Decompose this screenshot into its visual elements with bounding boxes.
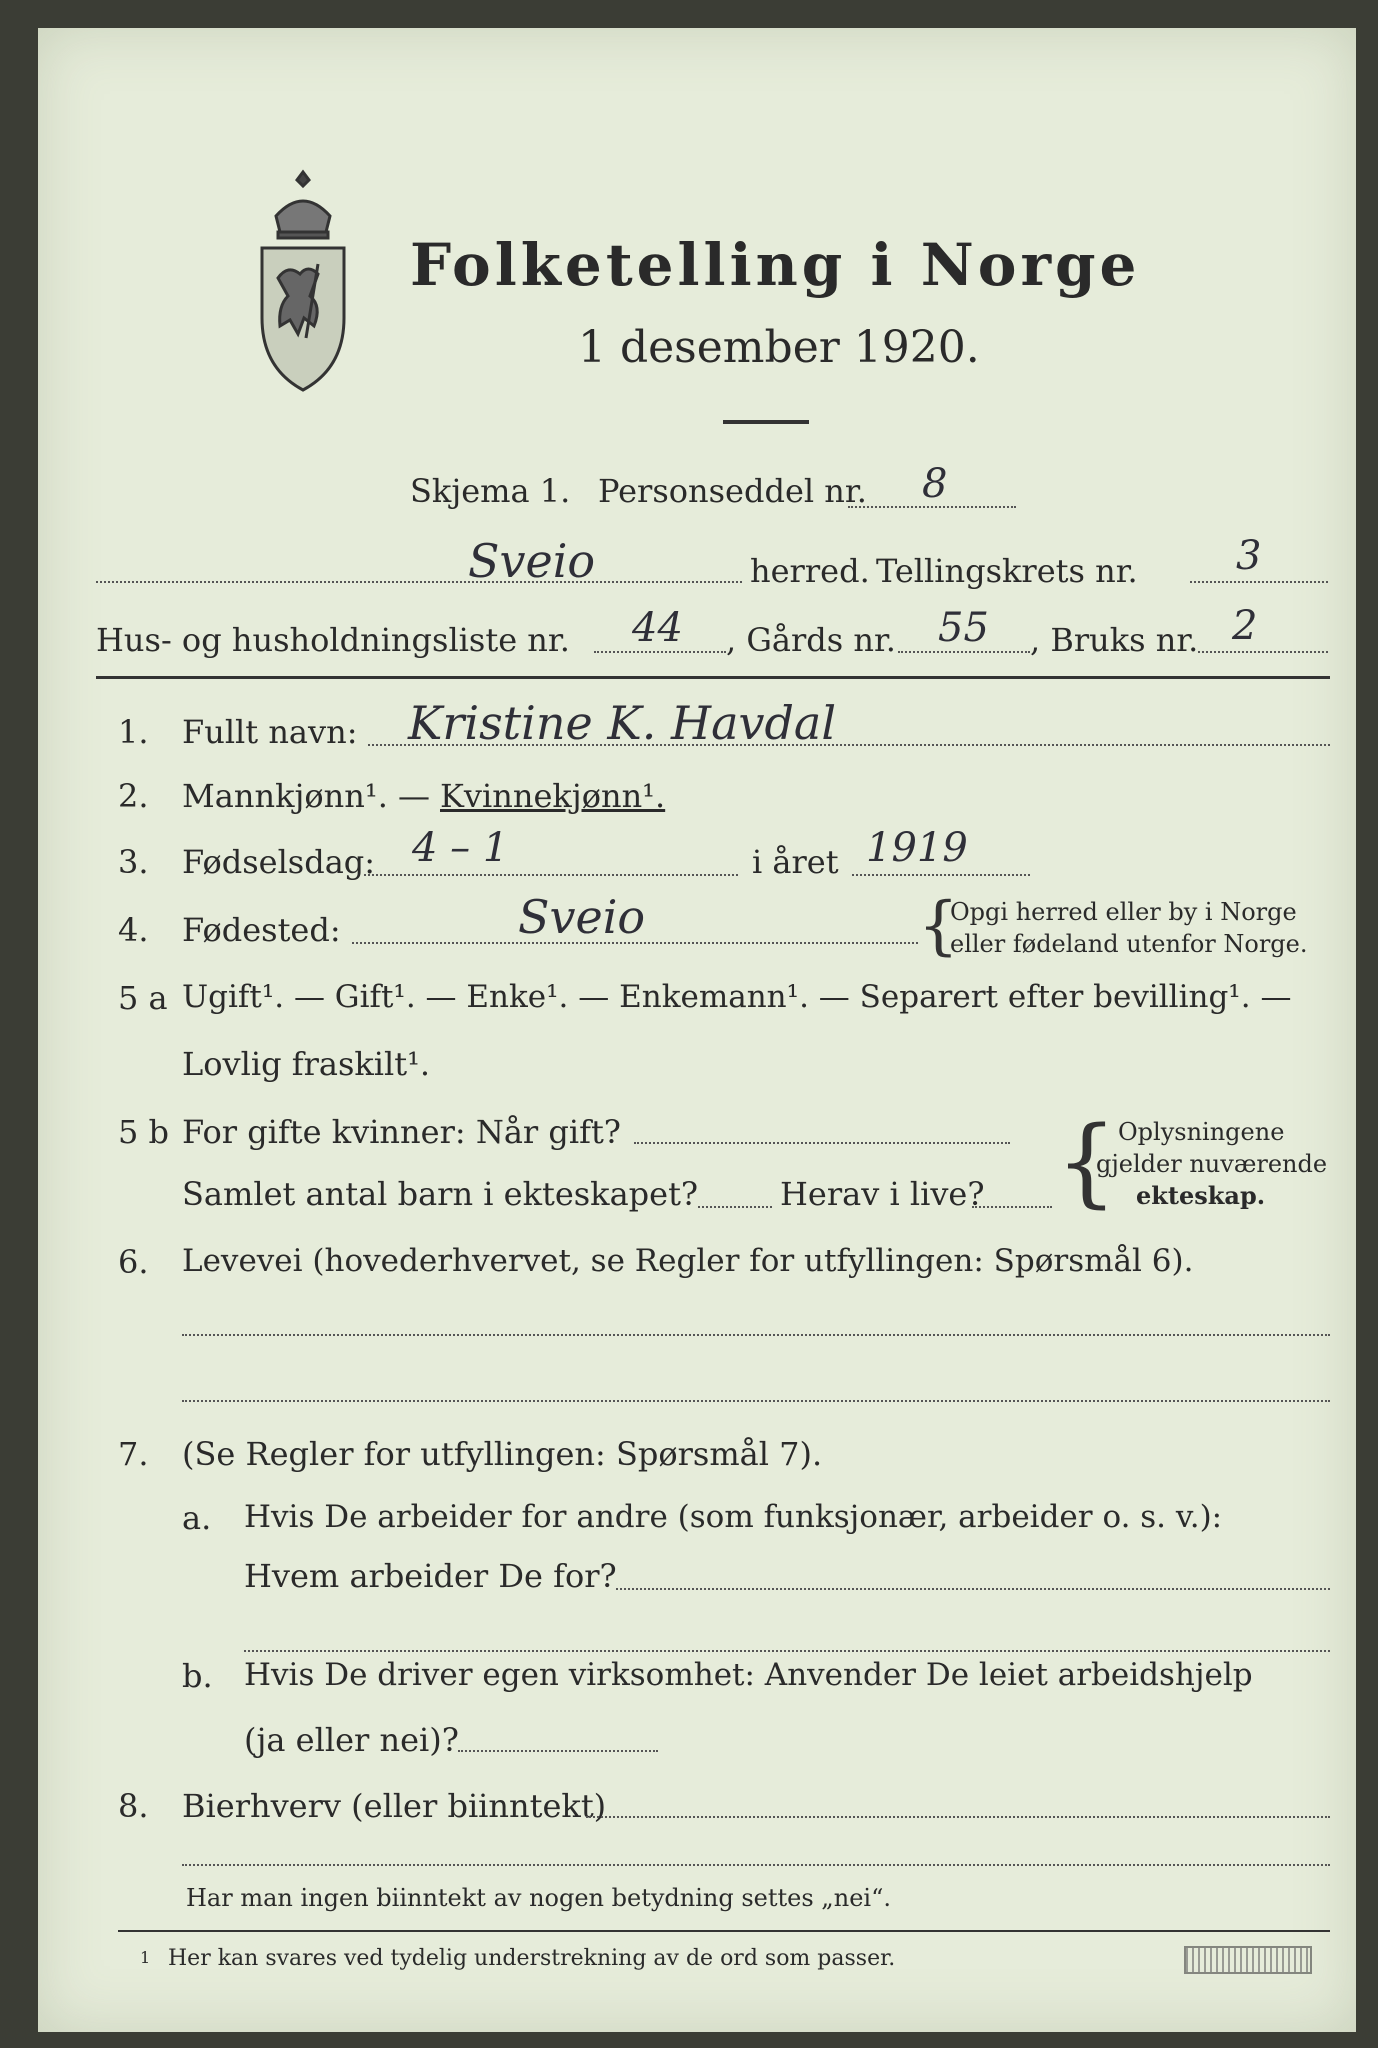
bruks-label: , Bruks nr. (1030, 621, 1199, 659)
q5b-brace: { (1056, 1106, 1118, 1218)
q8-label: Bierhverv (eller biinntekt) (182, 1787, 607, 1825)
q2-number: 2. (118, 777, 149, 815)
occupation-field-1[interactable] (182, 1334, 1330, 1336)
q4-number: 4. (118, 911, 149, 949)
q2-male-label: Mannkjønn¹. — (182, 777, 431, 815)
census-form-sheet (38, 28, 1356, 2032)
q2-female-label: Kvinnekjønn¹. (440, 777, 666, 815)
husholdning-field[interactable] (594, 651, 726, 653)
q7b-line1: Hvis De driver egen virksomhet: Anvender De leiet arbeidshjelp (244, 1657, 1253, 1693)
skjema-label: Skjema 1. (410, 472, 571, 510)
q7-number: 7. (118, 1435, 149, 1473)
tellingskrets-field[interactable] (1190, 581, 1328, 583)
gards-field[interactable] (898, 651, 1030, 653)
when-married-field[interactable] (634, 1142, 1010, 1144)
herred-label: herred. (750, 552, 870, 590)
husholdning-label: Hus- og husholdningsliste nr. (96, 621, 570, 659)
header-divider (96, 676, 1330, 679)
q5b-number: 5 b (118, 1113, 170, 1151)
gards-value: 55 (938, 605, 989, 651)
birth-year-value: 1919 (866, 825, 968, 871)
herred-field[interactable] (96, 581, 742, 583)
employer-field-2[interactable] (244, 1650, 1330, 1652)
printer-stamp (1184, 1946, 1312, 1974)
q1-label: Fullt navn: (182, 713, 358, 751)
personseddel-label: Personseddel nr. (598, 472, 867, 510)
q7a-line2: Hvem arbeider De for? (244, 1557, 617, 1595)
occupation-field-2[interactable] (182, 1400, 1330, 1402)
footnote-text: Her kan svares ved tydelig understrekning av de ord som passer. (168, 1946, 896, 1971)
q5a-line2: Lovlig fraskilt¹. (182, 1045, 431, 1083)
birth-year-field[interactable] (852, 874, 1030, 876)
q6-label: Levevei (hovederhvervet, se Regler for utfyllingen: Spørsmål 6). (182, 1243, 1194, 1279)
q3-year-label: i året (752, 843, 839, 881)
form-title: Folketelling i Norge (410, 231, 1141, 299)
personseddel-value: 8 (922, 461, 948, 507)
full-name-value: Kristine K. Havdal (408, 696, 837, 750)
q7b-line2: (ja eller nei)? (244, 1721, 459, 1759)
employer-field-1[interactable] (616, 1588, 1330, 1590)
q6-number: 6. (118, 1243, 149, 1281)
q5b-note-line2: gjelder nuværende (1096, 1150, 1328, 1178)
q7-label: (Se Regler for utfyllingen: Spørsmål 7). (182, 1435, 823, 1473)
norway-coat-of-arms-icon (248, 168, 358, 398)
q3-label: Fødselsdag: (182, 843, 376, 881)
birthplace-value: Sveio (518, 890, 646, 944)
q4-note-line1: Opgi herred eller by i Norge (950, 898, 1297, 926)
form-date: 1 desember 1920. (578, 322, 980, 373)
q5a-number: 5 a (118, 979, 168, 1017)
q5b-note-line1: Oplysningene (1118, 1118, 1285, 1146)
q8-note: Har man ingen biinntekt av nogen betydning settes „nei“. (186, 1884, 891, 1912)
birthday-value: 4 – 1 (412, 825, 509, 871)
tellingskrets-label: Tellingskrets nr. (876, 552, 1138, 590)
bruks-field[interactable] (1198, 651, 1328, 653)
q7a-line1: Hvis De arbeider for andre (som funksjonær, arbeider o. s. v.): (244, 1499, 1223, 1535)
herred-value: Sveio (468, 534, 596, 588)
side-income-field-1[interactable] (586, 1816, 1330, 1818)
q5b-line2a: Samlet antal barn i ekteskapet? (182, 1175, 699, 1213)
husholdning-value: 44 (632, 605, 683, 651)
q1-number: 1. (118, 713, 149, 751)
q3-number: 3. (118, 843, 149, 881)
q5a-line1: Ugift¹. — Gift¹. — Enke¹. — Enkemann¹. — Separert efter bevilling¹. — (182, 979, 1292, 1015)
title-divider (723, 420, 809, 424)
footnote-mark: 1 (140, 1948, 151, 1967)
birthday-field[interactable] (364, 874, 738, 876)
children-alive-field[interactable] (972, 1206, 1052, 1208)
gards-label: , Gårds nr. (726, 621, 896, 659)
q5b-line2b: Herav i live? (780, 1175, 985, 1213)
q4-brace: { (918, 889, 959, 963)
q4-label: Fødested: (182, 911, 341, 949)
q7b-letter: b. (182, 1657, 213, 1695)
q8-number: 8. (118, 1787, 149, 1825)
tellingskrets-value: 3 (1236, 533, 1262, 579)
hired-help-field[interactable] (458, 1750, 658, 1752)
q5b-note-line3: ekteskap. (1136, 1181, 1266, 1210)
footnote-divider (118, 1930, 1330, 1932)
q7a-letter: a. (182, 1499, 212, 1537)
side-income-field-2[interactable] (182, 1864, 1330, 1866)
bruks-value: 2 (1232, 603, 1258, 649)
children-count-field[interactable] (698, 1206, 772, 1208)
q5b-line1: For gifte kvinner: Når gift? (182, 1113, 621, 1151)
q4-note-line2: eller fødeland utenfor Norge. (950, 930, 1308, 958)
